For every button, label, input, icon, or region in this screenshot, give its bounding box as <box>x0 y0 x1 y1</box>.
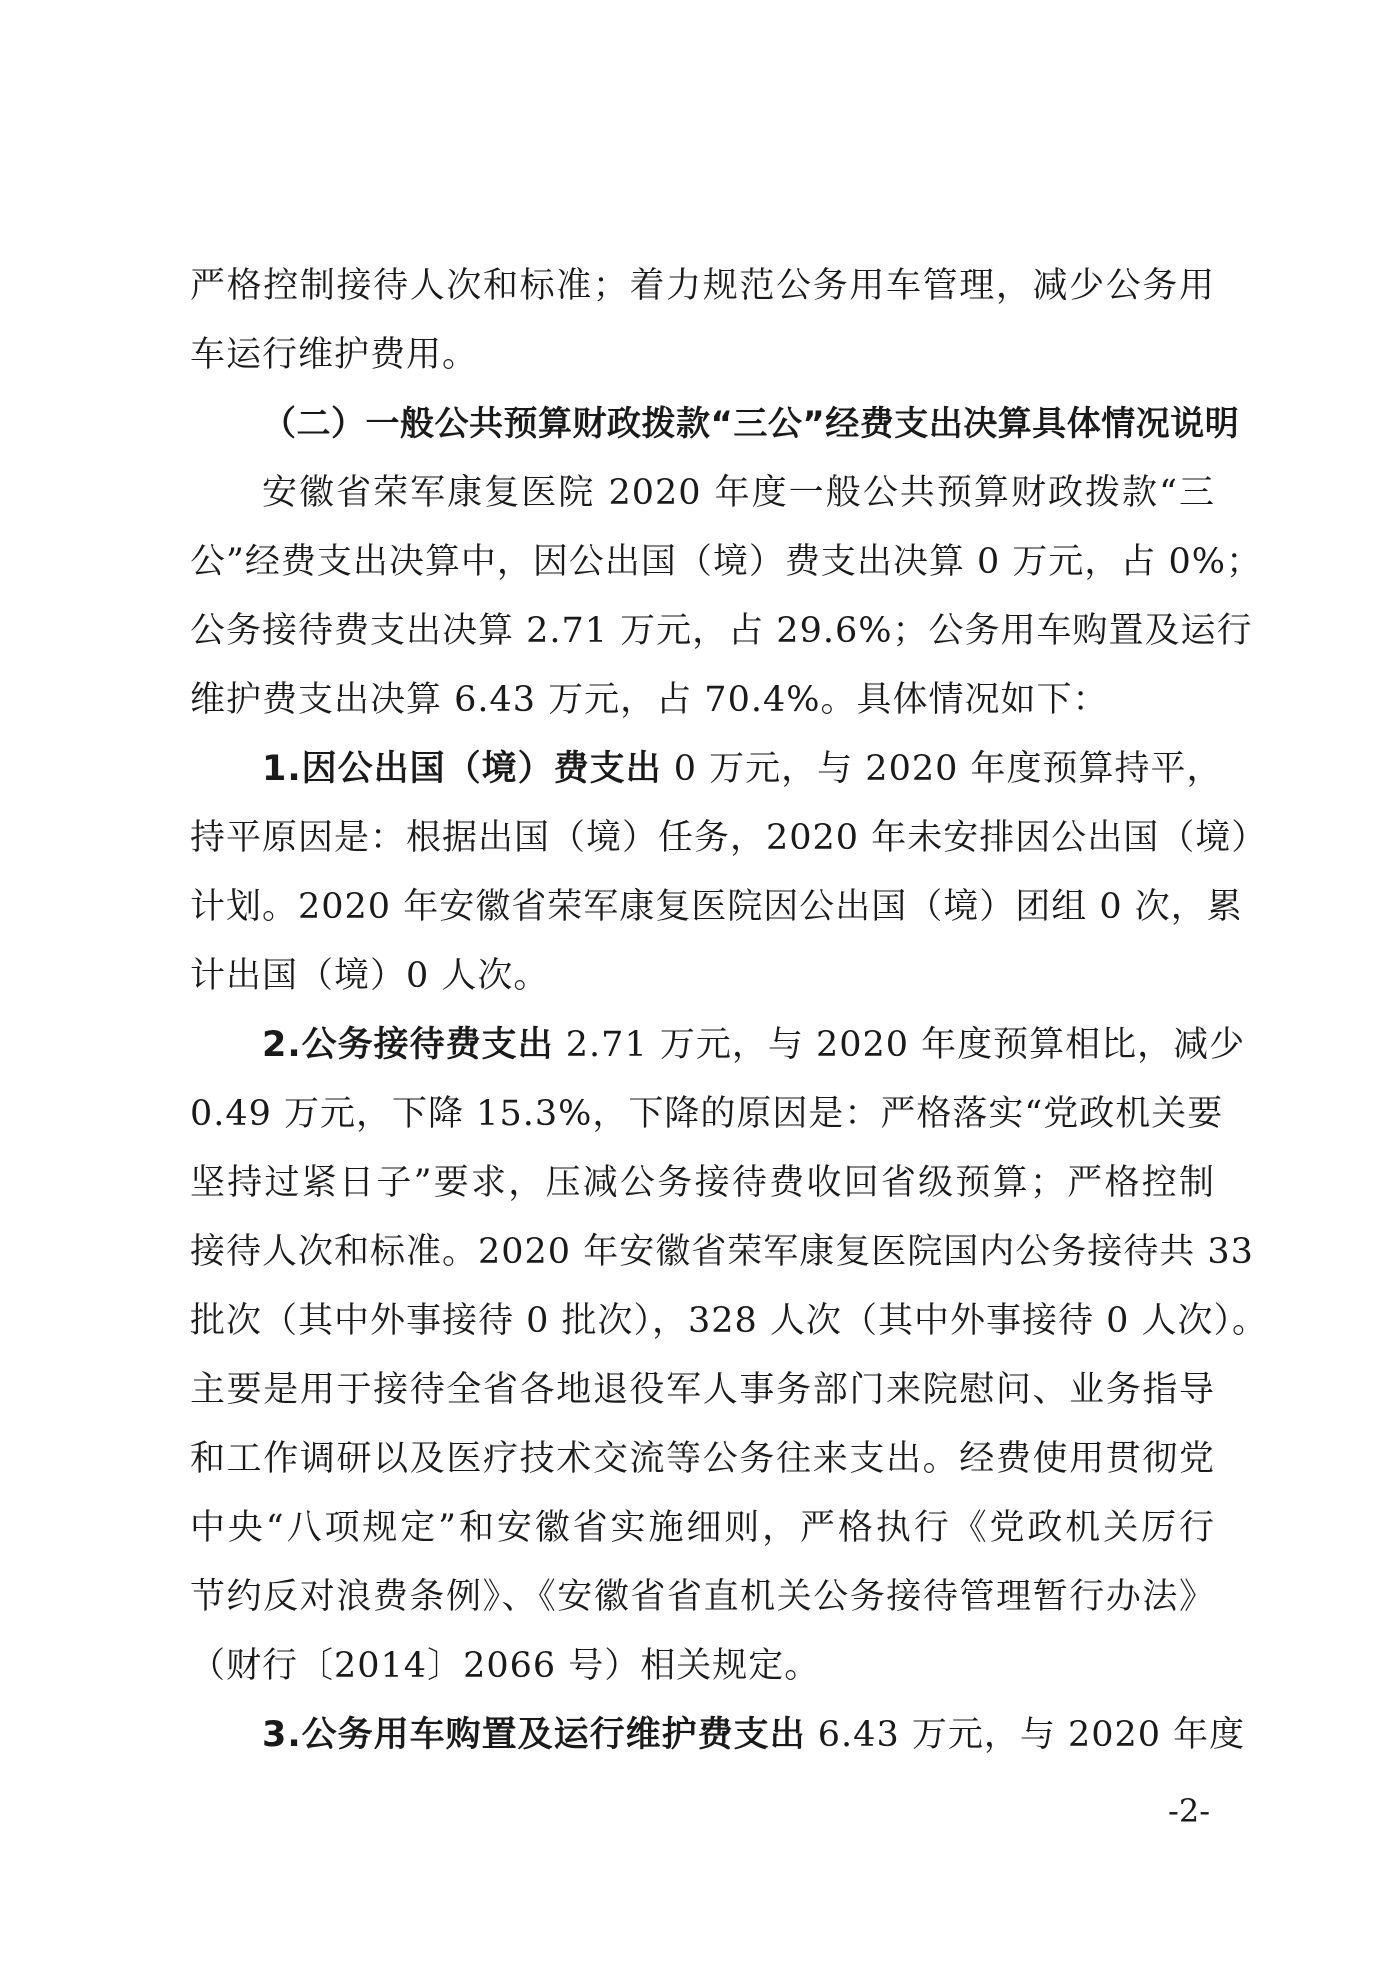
item1-line-4: 计出国（境）0 人次。 <box>190 956 550 996</box>
page-number: -2- <box>1168 1792 1210 1830</box>
continuation-line-2: 车运行维护费用。 <box>190 335 479 375</box>
item2-line-5: 批次（其中外事接待 0 批次），328 人次（其中外事接待 0 人次）。 <box>190 1301 1268 1341</box>
item1-line-1 <box>190 735 1223 804</box>
continuation-line-1: 严格控制接待人次和标准；着力规范公务用车管理，减少公务用 <box>190 266 1215 306</box>
item1-title: 1.因公出国（境）费支出 <box>262 749 662 789</box>
item2-line-3: 坚持过紧日子”要求，压减公务接待费收回省级预算；严格控制 <box>190 1163 1215 1203</box>
intro-line-4: 维护费支出决算 6.43 万元，占 70.4%。具体情况如下： <box>190 680 1109 720</box>
item2-line-8: 中央“八项规定”和安徽省实施细则，严格执行《党政机关厉行 <box>190 1508 1215 1548</box>
item1-line-2: 持平原因是：根据出国（境）任务，2020 年未安排因公出国（境） <box>190 818 1268 858</box>
item2-line-9: 节约反对浪费条例》、《安徽省省直机关公务接待管理暂行办法》 <box>190 1577 1215 1617</box>
intro-line-1: 安徽省荣军康复医院 2020 年度一般公共预算财政拨款“三 <box>262 473 1215 513</box>
item2-line-1 <box>190 1011 1246 1080</box>
item1-line-1-text: 0 万元，与 2020 年度预算持平， <box>661 749 1223 789</box>
document-body <box>190 252 1268 1770</box>
item2-line-4: 接待人次和标准。2020 年安徽省荣军康复医院国内公务接待共 33 <box>190 1232 1254 1272</box>
item2-line-7: 和工作调研以及医疗技术交流等公务往来支出。经费使用贯彻党 <box>190 1439 1215 1479</box>
item2-line-10: （财行〔2014〕2066 号）相关规定。 <box>190 1646 821 1686</box>
item2-title: 2.公务接待费支出 <box>262 1025 554 1065</box>
item2-line-6: 主要是用于接待全省各地退役军人事务部门来院慰问、业务指导 <box>190 1370 1215 1410</box>
item3-line-1-text: 6.43 万元，与 2020 年度 <box>805 1715 1246 1755</box>
item2-line-2: 0.49 万元，下降 15.3%，下降的原因是：严格落实“党政机关要 <box>190 1094 1224 1134</box>
intro-line-3: 公务接待费支出决算 2.71 万元，占 29.6%；公务用车购置及运行 <box>190 611 1253 651</box>
item1-line-3: 计划。2020 年安徽省荣军康复医院因公出国（境）团组 0 次，累 <box>190 887 1243 927</box>
intro-line-2: 公”经费支出决算中，因公出国（境）费支出决算 0 万元，占 0%； <box>190 542 1263 582</box>
item3-line-1 <box>190 1701 1246 1770</box>
section-heading: （二）一般公共预算财政拨款“三公”经费支出决算具体情况说明 <box>262 404 1240 444</box>
item2-line-1-text: 2.71 万元，与 2020 年度预算相比，减少 <box>553 1025 1246 1065</box>
item3-title: 3.公务用车购置及运行维护费支出 <box>262 1715 806 1755</box>
